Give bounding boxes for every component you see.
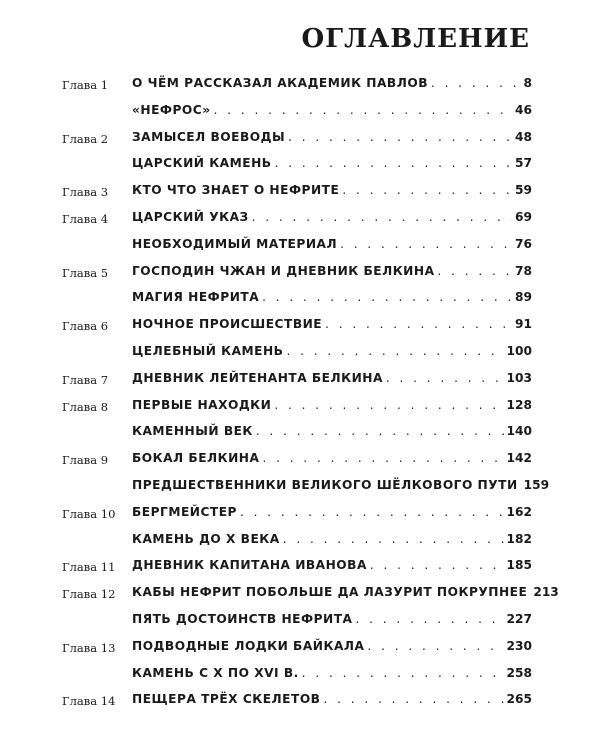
- page-number: 57: [515, 156, 532, 171]
- entry-title: БОКАЛ БЕЛКИНА: [132, 451, 260, 466]
- dot-leader: [262, 290, 512, 304]
- page-number: 89: [515, 290, 532, 305]
- chapter-label: Глава 13: [62, 640, 116, 655]
- toc-row: [0, 340, 600, 367]
- page-number: 46: [515, 102, 532, 117]
- page-number: 162: [506, 504, 532, 519]
- toc-entry: [132, 477, 550, 492]
- entry-title: ДНЕВНИК ЛЕЙТЕНАНТА БЕЛКИНА: [132, 370, 383, 385]
- entry-title: КАМЕНЬ С X ПО XVI В.: [132, 665, 299, 680]
- page-number: 227: [506, 611, 532, 626]
- page-number: 78: [515, 263, 532, 278]
- dot-leader: [355, 612, 503, 626]
- dot-leader: [323, 692, 503, 706]
- toc-entry: [132, 505, 532, 519]
- page-number: 213: [533, 585, 559, 600]
- toc-entry: [132, 612, 532, 626]
- toc-entry: [132, 558, 532, 572]
- toc-entry: [132, 371, 532, 385]
- entry-title: НЕОБХОДИМЫЙ МАТЕРИАЛ: [132, 236, 338, 251]
- toc-entry: [132, 344, 532, 358]
- toc-entry: [132, 532, 532, 546]
- page-number: 185: [506, 558, 532, 573]
- entry-title: ПОДВОДНЫЕ ЛОДКИ БАЙКАЛА: [132, 638, 365, 653]
- toc-entry: [132, 451, 532, 465]
- dot-leader: [286, 344, 503, 358]
- toc-row: [0, 260, 600, 287]
- toc-row: [0, 233, 600, 260]
- toc-row: [0, 179, 600, 206]
- toc-row: [0, 72, 600, 99]
- toc-entry: [132, 585, 559, 600]
- toc-row: [0, 126, 600, 153]
- dot-leader: [262, 451, 503, 465]
- page-number: 100: [506, 343, 532, 358]
- page-number: 91: [515, 317, 532, 332]
- entry-title: ПЕРВЫЕ НАХОДКИ: [132, 397, 272, 412]
- entry-title: БЕРГМЕЙСТЕР: [132, 504, 237, 519]
- entry-title: ЦЕЛЕБНЫЙ КАМЕНЬ: [132, 343, 284, 358]
- page-number: 103: [506, 370, 532, 385]
- toc-row: [0, 313, 600, 340]
- entry-title: О ЧЁМ РАССКАЗАЛ АКАДЕМИК ПАВЛОВ: [132, 76, 428, 90]
- page-number: 159: [523, 477, 550, 492]
- toc-row: [0, 528, 600, 555]
- dot-leader: [275, 156, 512, 170]
- toc-entry: [132, 156, 532, 170]
- entry-title: КТО ЧТО ЗНАЕТ О НЕФРИТЕ: [132, 183, 340, 198]
- dot-leader: [340, 237, 512, 251]
- chapter-label: Глава 8: [62, 399, 109, 414]
- chapter-label: Глава 4: [62, 211, 109, 226]
- toc-entry: [132, 398, 532, 412]
- dot-leader: [302, 666, 504, 680]
- toc-entry: [132, 424, 532, 438]
- dot-leader: [252, 210, 512, 224]
- page-number: 140: [506, 424, 532, 439]
- toc-entry: [132, 692, 532, 706]
- toc-row: [0, 286, 600, 313]
- dot-leader: [431, 76, 521, 90]
- chapter-label: Глава 7: [62, 372, 109, 387]
- toc-row: [0, 608, 600, 635]
- chapter-label: Глава 12: [62, 587, 116, 602]
- dot-leader: [325, 317, 512, 331]
- toc-row: [0, 501, 600, 528]
- page-number: 59: [515, 183, 532, 198]
- entry-title: «НЕФРОС»: [132, 102, 211, 117]
- page-number: 258: [506, 665, 532, 680]
- page-number: 76: [515, 236, 532, 251]
- page-number: 48: [515, 129, 532, 144]
- toc-row: [0, 635, 600, 662]
- toc-entry: [132, 317, 532, 331]
- chapter-label: Глава 14: [62, 694, 116, 709]
- entry-title: ЦАРСКИЙ УКАЗ: [132, 209, 249, 224]
- toc-row: [0, 662, 600, 689]
- toc-entry: [132, 76, 532, 90]
- page-number: 128: [506, 397, 532, 412]
- toc-row: [0, 688, 600, 715]
- chapter-label: Глава 3: [62, 185, 109, 200]
- toc-row: [0, 420, 600, 447]
- toc-row: [0, 581, 600, 608]
- toc-row: [0, 474, 600, 501]
- toc-row: [0, 447, 600, 474]
- toc-entry: [132, 130, 532, 144]
- chapter-label: Глава 5: [62, 265, 109, 280]
- entry-title: МАГИЯ НЕФРИТА: [132, 290, 260, 305]
- entry-title: ЗАМЫСЕЛ ВОЕВОДЫ: [132, 129, 286, 144]
- dot-leader: [367, 639, 503, 653]
- dot-leader: [256, 424, 504, 438]
- table-of-contents: [0, 72, 600, 715]
- dot-leader: [288, 130, 512, 144]
- page-number: 69: [515, 209, 532, 224]
- dot-leader: [283, 532, 504, 546]
- entry-title: ПЯТЬ ДОСТОИНСТВ НЕФРИТА: [132, 611, 353, 626]
- toc-entry: [132, 103, 532, 117]
- toc-entry: [132, 290, 532, 304]
- toc-entry: [132, 639, 532, 653]
- toc-row: [0, 367, 600, 394]
- toc-entry: [132, 183, 532, 197]
- toc-row: [0, 99, 600, 126]
- toc-entry: [132, 210, 532, 224]
- dot-leader: [240, 505, 504, 519]
- chapter-label: Глава 1: [62, 78, 109, 92]
- entry-title: ГОСПОДИН ЧЖАН И ДНЕВНИК БЕЛКИНА: [132, 263, 435, 278]
- dot-leader: [342, 183, 512, 197]
- page-number: 142: [506, 451, 532, 466]
- toc-entry: [132, 666, 532, 680]
- dot-leader: [370, 558, 504, 572]
- toc-row: [0, 554, 600, 581]
- page-number: 8: [523, 76, 532, 90]
- entry-title: ЦАРСКИЙ КАМЕНЬ: [132, 156, 272, 171]
- chapter-label: Глава 10: [62, 506, 116, 521]
- toc-row: [0, 152, 600, 179]
- entry-title: ПРЕДШЕСТВЕННИКИ ВЕЛИКОГО ШЁЛКОВОГО ПУТИ: [132, 477, 518, 492]
- dot-leader: [214, 103, 512, 117]
- page-number: 265: [506, 692, 532, 707]
- entry-title: НОЧНОЕ ПРОИСШЕСТВИЕ: [132, 317, 323, 332]
- chapter-label: Глава 9: [62, 453, 109, 468]
- entry-title: КАБЫ НЕФРИТ ПОБОЛЬШЕ ДА ЛАЗУРИТ ПОКРУПНЕЕ: [132, 585, 528, 600]
- dot-leader: [386, 371, 504, 385]
- page-number: 182: [506, 531, 532, 546]
- chapter-label: Глава 2: [62, 131, 109, 146]
- toc-entry: [132, 237, 532, 251]
- toc-row: [0, 206, 600, 233]
- entry-title: ПЕЩЕРА ТРЁХ СКЕЛЕТОВ: [132, 692, 321, 707]
- chapter-label: Глава 6: [62, 319, 109, 334]
- entry-title: ДНЕВНИК КАПИТАНА ИВАНОВА: [132, 558, 367, 573]
- toc-row: [0, 394, 600, 421]
- dot-leader: [274, 398, 503, 412]
- page-number: 230: [506, 638, 532, 653]
- entry-title: КАМЕННЫЙ ВЕК: [132, 424, 253, 439]
- chapter-label: Глава 11: [62, 560, 116, 575]
- page-title: ОГЛАВЛЕНИЕ: [301, 24, 530, 54]
- dot-leader: [438, 264, 513, 278]
- entry-title: КАМЕНЬ ДО X ВЕКА: [132, 531, 280, 546]
- toc-entry: [132, 264, 532, 278]
